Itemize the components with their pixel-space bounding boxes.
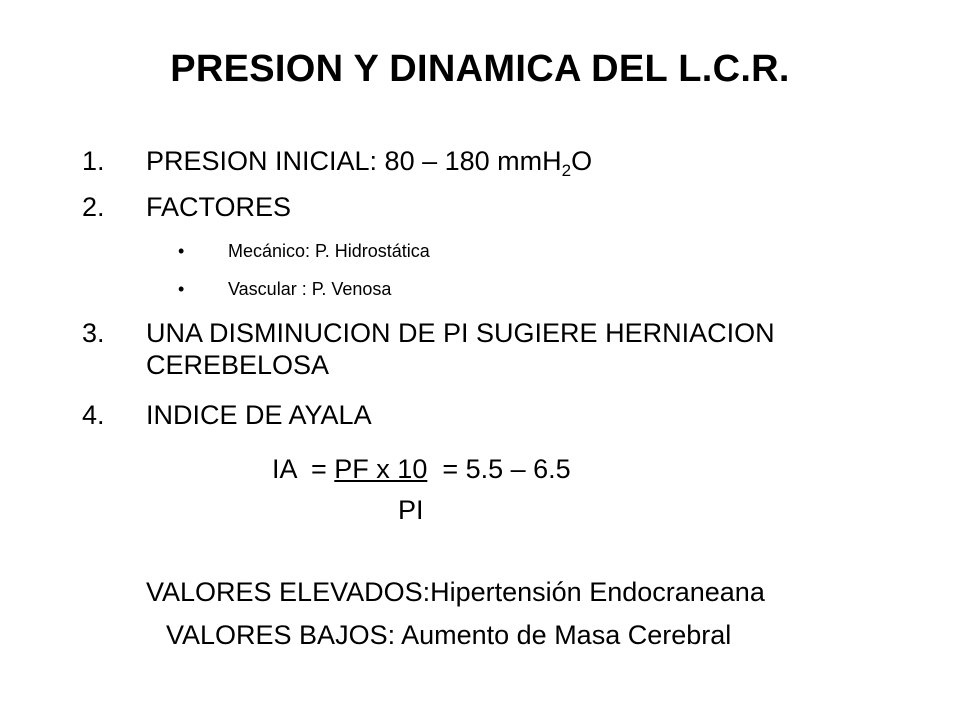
list-number: 3.	[82, 318, 105, 348]
slide-title: PRESION Y DINAMICA DEL L.C.R.	[170, 48, 790, 90]
list-number: 1.	[82, 146, 105, 176]
bullet-item-2	[0, 279, 960, 303]
list-item-3	[0, 318, 960, 388]
list-text	[146, 146, 593, 180]
bullet-item-1	[0, 241, 960, 265]
formula-numerator: PF x 10	[334, 454, 428, 484]
subscript: 2	[561, 161, 572, 180]
bullet-text: Vascular : P. Venosa	[228, 279, 392, 299]
list-text-line-1: UNA DISMINUCION DE PI SUGIERE HERNIACION	[146, 318, 775, 348]
list-text-line-2: CEREBELOSA	[146, 350, 330, 380]
bullet-icon: •	[178, 241, 185, 261]
list-number: 2.	[82, 192, 105, 222]
list-number: 4.	[82, 400, 105, 430]
formula	[272, 454, 571, 485]
formula-denominator: PI	[398, 495, 424, 525]
list-text: FACTORES	[146, 192, 292, 222]
bullet-icon: •	[178, 279, 185, 299]
note-high-values: VALORES ELEVADOS:Hipertensión Endocraneana	[146, 577, 765, 607]
list-text: INDICE DE AYALA	[146, 400, 372, 430]
formula-rhs: = 5.5 – 6.5	[427, 454, 571, 484]
note-low-values: VALORES BAJOS: Aumento de Masa Cerebral	[166, 620, 732, 650]
bullet-text: Mecánico: P. Hidrostática	[228, 241, 430, 261]
list-text-suffix: O	[571, 146, 593, 176]
list-text-main: PRESION INICIAL: 80 – 180 mmH	[146, 146, 562, 176]
formula-lhs: IA =	[272, 454, 335, 484]
